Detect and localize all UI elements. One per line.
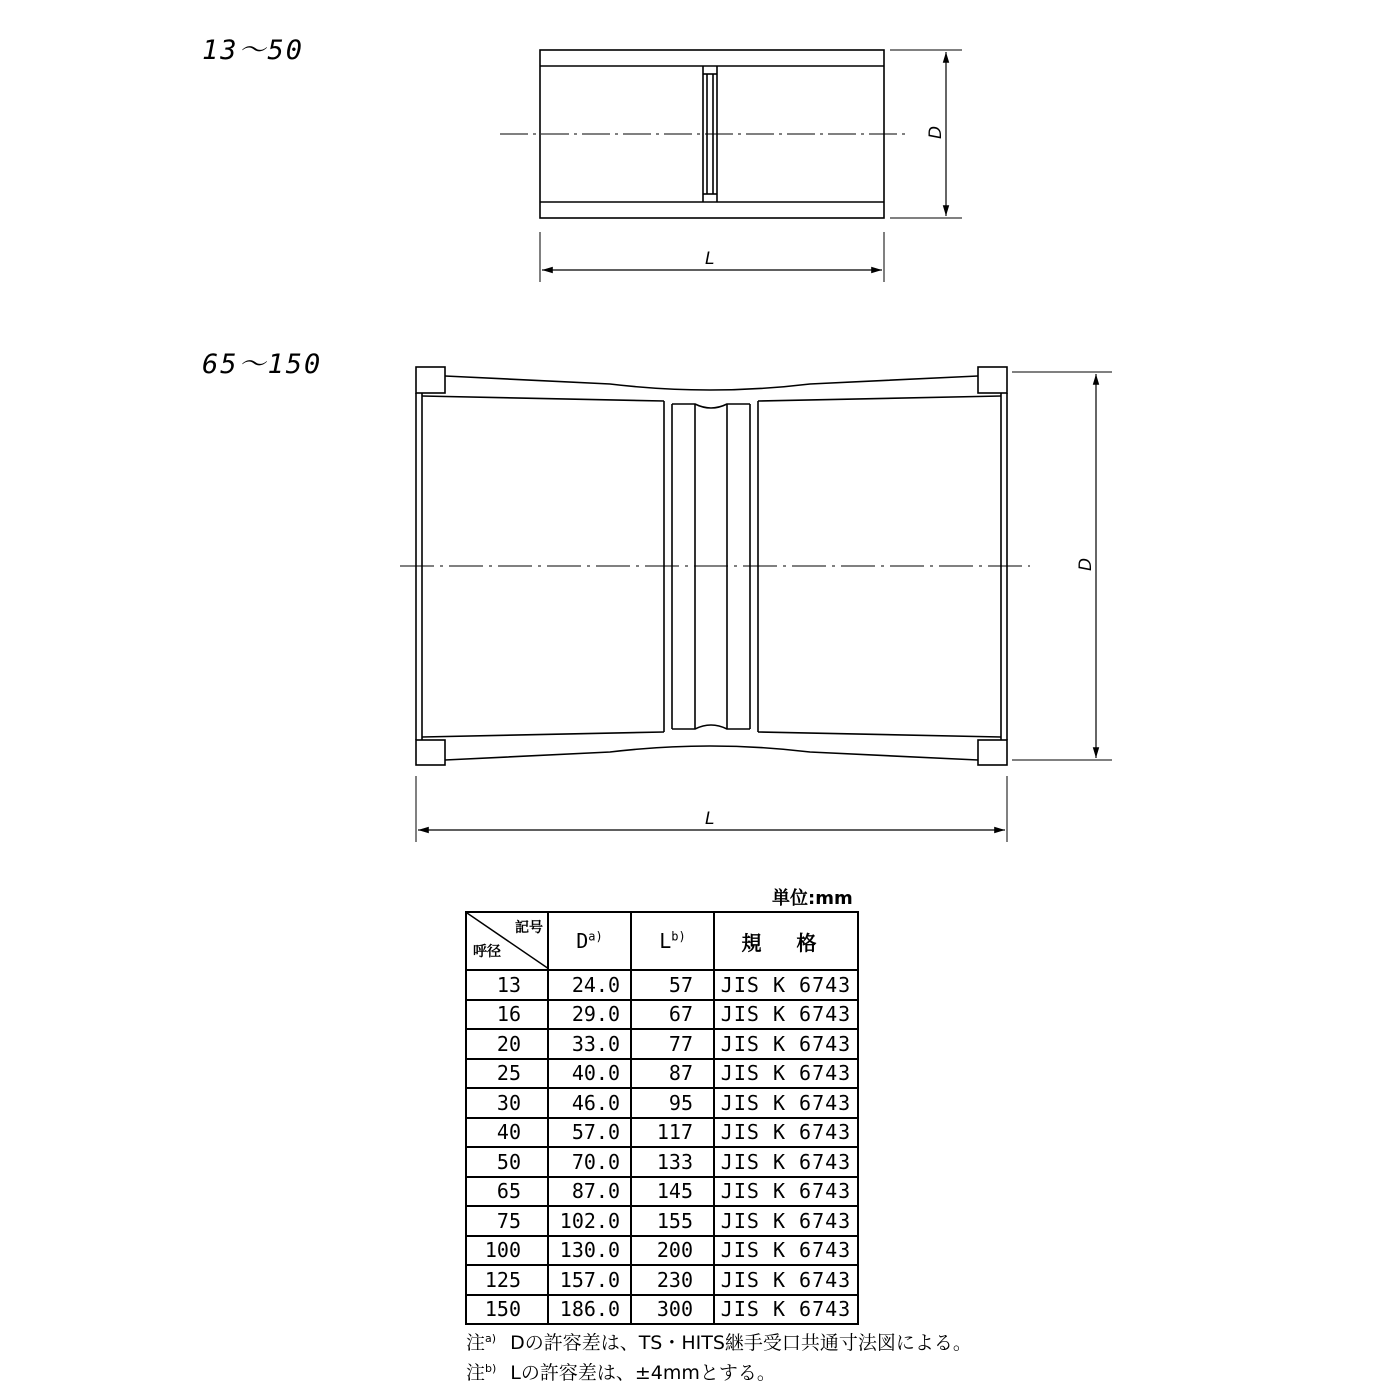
size-cell: 25: [466, 1059, 548, 1089]
large-socket-drawing: [400, 367, 1112, 842]
size-cell: 100: [466, 1236, 548, 1266]
d-cell: 87.0: [548, 1177, 631, 1207]
standard-cell: JIS K 6743: [714, 1029, 858, 1059]
header-standard-label: 規 格: [741, 930, 831, 955]
standard-cell: JIS K 6743: [714, 1295, 858, 1325]
d-cell: 130.0: [548, 1236, 631, 1266]
table-row: [466, 1177, 858, 1207]
d-cell: 186.0: [548, 1295, 631, 1325]
header-symbol-label: 記号: [515, 920, 543, 936]
size-cell: 75: [466, 1206, 548, 1236]
size-cell: 16: [466, 1000, 548, 1030]
l-cell: 95: [631, 1088, 714, 1118]
large-range-label: 65～150: [202, 349, 323, 380]
table-row: [466, 1029, 858, 1059]
dimension-table: [465, 911, 859, 1325]
standard-cell: JIS K 6743: [714, 1236, 858, 1266]
size-cell: 50: [466, 1147, 548, 1177]
size-cell: 30: [466, 1088, 548, 1118]
size-cell: 125: [466, 1265, 548, 1295]
large-dim-l-label: L: [705, 809, 715, 829]
note-a-mark: a): [485, 1331, 497, 1345]
header-l: [631, 912, 714, 970]
l-cell: 87: [631, 1059, 714, 1089]
d-cell: 40.0: [548, 1059, 631, 1089]
d-cell: 102.0: [548, 1206, 631, 1236]
note-b-mark: b): [485, 1361, 497, 1375]
d-cell: 29.0: [548, 1000, 631, 1030]
large-dim-d-label: D: [1076, 557, 1096, 571]
l-cell: 230: [631, 1265, 714, 1295]
note-a-prefix: 注: [466, 1332, 486, 1354]
header-standard: [714, 912, 858, 970]
table-header-row: [466, 912, 858, 970]
table-row: [466, 970, 858, 1000]
small-dim-d-label: D: [926, 125, 946, 139]
d-cell: 24.0: [548, 970, 631, 1000]
l-cell: 300: [631, 1295, 714, 1325]
table-row: [466, 1000, 858, 1030]
table-row: [466, 1059, 858, 1089]
unit-label: 単位:mm: [772, 888, 853, 909]
l-cell: 133: [631, 1147, 714, 1177]
size-cell: 65: [466, 1177, 548, 1207]
header-corner-cell: [466, 912, 548, 970]
table-row: [466, 1118, 858, 1148]
standard-cell: JIS K 6743: [714, 1088, 858, 1118]
note-b-text: Lの許容差は、±4mmとする。: [510, 1362, 776, 1384]
small-socket-drawing: [500, 50, 962, 282]
header-l-label: L: [659, 929, 672, 953]
d-cell: 70.0: [548, 1147, 631, 1177]
small-dim-l-label: L: [705, 249, 715, 269]
note-b: [466, 1358, 776, 1385]
standard-cell: JIS K 6743: [714, 1059, 858, 1089]
table-row: [466, 1206, 858, 1236]
table-body: [466, 970, 858, 1324]
d-cell: 157.0: [548, 1265, 631, 1295]
l-cell: 155: [631, 1206, 714, 1236]
l-cell: 200: [631, 1236, 714, 1266]
standard-cell: JIS K 6743: [714, 1000, 858, 1030]
l-cell: 67: [631, 1000, 714, 1030]
table-row: [466, 1295, 858, 1325]
table-row: [466, 1088, 858, 1118]
standard-cell: JIS K 6743: [714, 1147, 858, 1177]
note-b-prefix: 注: [466, 1362, 486, 1384]
standard-cell: JIS K 6743: [714, 970, 858, 1000]
header-d: [548, 912, 631, 970]
header-d-note: a): [588, 929, 603, 944]
size-cell: 150: [466, 1295, 548, 1325]
size-cell: 13: [466, 970, 548, 1000]
l-cell: 145: [631, 1177, 714, 1207]
standard-cell: JIS K 6743: [714, 1118, 858, 1148]
note-a-text: Dの許容差は、TS・HITS継手受口共通寸法図による。: [510, 1332, 972, 1354]
size-cell: 40: [466, 1118, 548, 1148]
header-l-note: b): [671, 929, 686, 944]
standard-cell: JIS K 6743: [714, 1265, 858, 1295]
header-size-label: 呼径: [473, 944, 501, 960]
table-row: [466, 1265, 858, 1295]
header-d-label: D: [576, 929, 589, 953]
d-cell: 33.0: [548, 1029, 631, 1059]
d-cell: 46.0: [548, 1088, 631, 1118]
table-row: [466, 1147, 858, 1177]
l-cell: 117: [631, 1118, 714, 1148]
small-range-label: 13～50: [202, 35, 305, 66]
standard-cell: JIS K 6743: [714, 1177, 858, 1207]
l-cell: 77: [631, 1029, 714, 1059]
l-cell: 57: [631, 970, 714, 1000]
size-cell: 20: [466, 1029, 548, 1059]
d-cell: 57.0: [548, 1118, 631, 1148]
standard-cell: JIS K 6743: [714, 1206, 858, 1236]
table-row: [466, 1236, 858, 1266]
note-a: [466, 1328, 972, 1355]
